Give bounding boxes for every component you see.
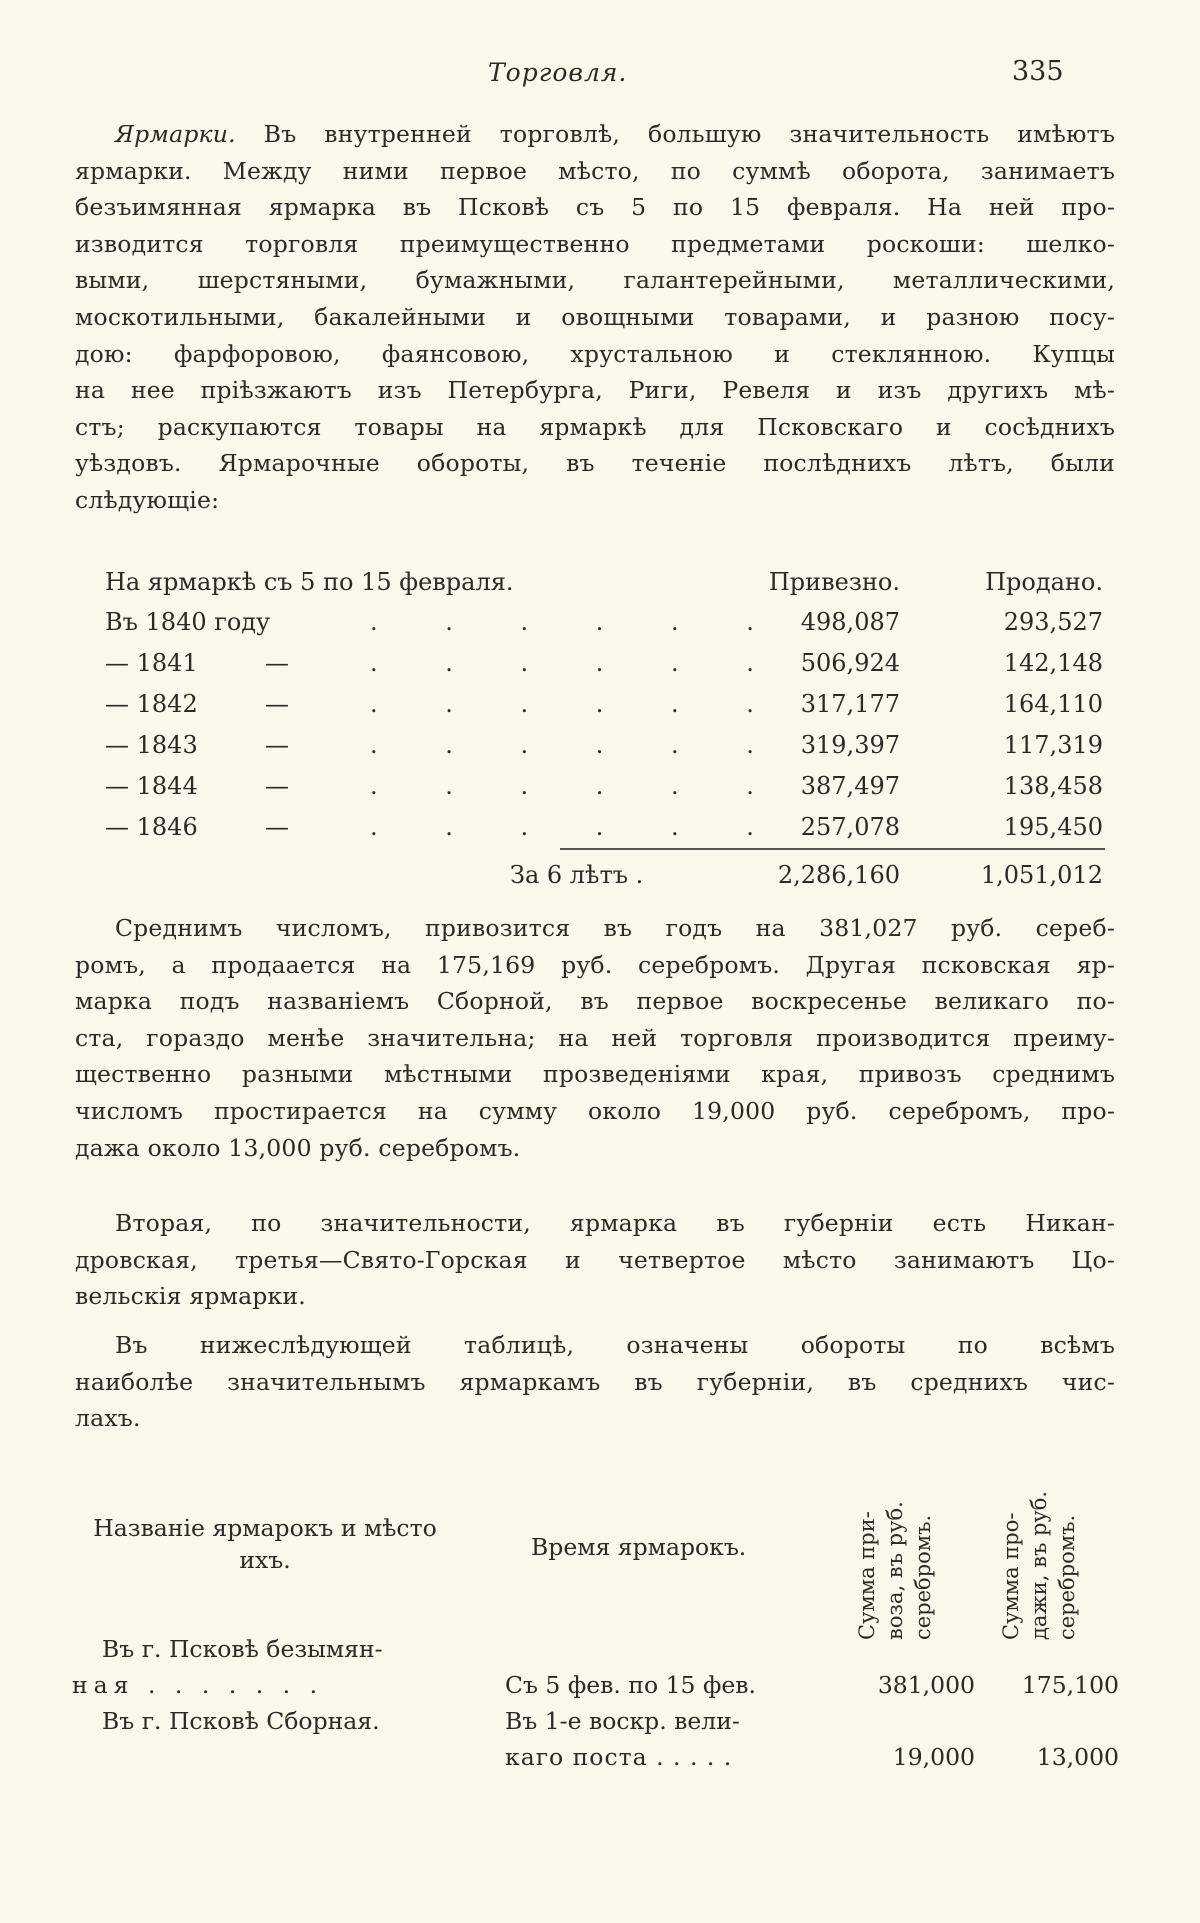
fair-time: Съ 5 фев. по 15 фев. <box>505 1671 756 1699</box>
leader-dots: . . . . . . <box>370 731 784 759</box>
running-head <box>0 58 1200 98</box>
row-ditto: — <box>265 690 289 718</box>
text-line: москотильными, бакалейными и овощными товарами, и разною посу- <box>75 302 1115 331</box>
header-sold-sum: Сумма про- дажи, въ руб. серебромъ. <box>999 1490 1079 1640</box>
header-sold: Продано. <box>985 568 1103 596</box>
table-row <box>75 608 1115 644</box>
row-year: — 1841 <box>105 649 198 677</box>
row-sold: 138,458 <box>1003 772 1103 800</box>
text-line: дровская, третья—Свято-Горская и четвертое мѣсто занимаютъ Цо- <box>75 1245 1115 1274</box>
row-year: Въ 1840 году <box>105 608 271 636</box>
paragraph-averages <box>75 910 1115 1166</box>
table-row <box>75 772 1115 808</box>
table-row <box>75 813 1115 849</box>
header-fair-time: Время ярмарокъ. <box>531 1533 747 1561</box>
row-brought: 387,497 <box>800 772 900 800</box>
sum-rule <box>560 848 1105 850</box>
leader-dots: . . . . . . <box>370 690 784 718</box>
text-line: ярмарки. Между ними первое мѣсто, по суммѣ оборота, занимаетъ <box>75 156 1115 185</box>
row-brought: 498,087 <box>800 608 900 636</box>
fair-brought: 381,000 <box>877 1671 975 1699</box>
fair-name-cont: ная . . . . . . . <box>72 1671 324 1699</box>
fair-time-cont: каго поста . . . . . <box>505 1743 733 1771</box>
table-total-row <box>75 861 1115 897</box>
row-sold: 164,110 <box>1003 690 1103 718</box>
fair-time: Въ 1-е воскр. вели- <box>505 1707 740 1735</box>
text-line: уѣздовъ. Ярмарочные обороты, въ теченiе послѣднихъ лѣтъ, были <box>75 449 1115 478</box>
text-line: Среднимъ числомъ, привозится въ годъ на 381,027 руб. сереб- <box>115 914 1115 942</box>
fair-name: Въ г. Псковѣ безымян- <box>102 1635 383 1663</box>
header-fair-name: Названiе ярмарокъ и мѣсто ихъ. <box>93 1514 437 1574</box>
text-line: дою: фарфоровою, фаянсовою, хрустальною и стеклянною. Купцы <box>75 339 1115 368</box>
paragraph-table-intro <box>75 1327 1115 1437</box>
total-label: За 6 лѣтъ . <box>510 861 644 889</box>
text-line: Въ нижеслѣдующей таблицѣ, означены обороты по всѣмъ <box>115 1331 1115 1359</box>
table-header-row <box>75 568 1115 604</box>
row-ditto: — <box>265 649 289 677</box>
row-year: — 1842 <box>105 690 198 718</box>
text-line: ромъ, а продаается на 175,169 руб. серебромъ. Другая псковская яр- <box>75 950 1115 979</box>
row-ditto: — <box>265 813 289 841</box>
text-line: слѣдующiе: <box>75 485 220 514</box>
text-line: ста, гораздо менѣе значительна; на ней торговля производится преиму- <box>75 1023 1115 1052</box>
total-sold: 1,051,012 <box>980 861 1103 889</box>
table-row <box>75 731 1115 767</box>
fair-brought: 19,000 <box>892 1743 975 1771</box>
text-line: щественно разными мѣстными прозведенiями края, привозъ среднимъ <box>75 1060 1115 1089</box>
header-period: На ярмаркѣ съ 5 по 15 февраля. <box>105 568 514 596</box>
paragraph-fairs-intro <box>75 116 1115 519</box>
total-brought: 2,286,160 <box>777 861 900 889</box>
row-sold: 117,319 <box>1003 731 1103 759</box>
text-line: стъ; раскупаются товары на ярмаркѣ для Псковскаго и сосѣднихъ <box>75 412 1115 441</box>
table-row <box>75 690 1115 726</box>
header-brought-sum: Сумма при- воза, въ руб. серебромъ. <box>855 1501 935 1640</box>
paragraph-other-fairs <box>75 1205 1115 1315</box>
leader-dots: . . . . . . <box>370 813 784 841</box>
fair-sold: 175,100 <box>1021 1671 1119 1699</box>
row-year: — 1844 <box>105 772 198 800</box>
row-brought: 319,397 <box>800 731 900 759</box>
header-brought: Привезно. <box>768 568 900 596</box>
row-brought: 257,078 <box>800 813 900 841</box>
text-line: на нее прiѣзжаютъ изъ Петербурга, Риги, Ревеля и изъ другихъ мѣ- <box>75 376 1115 405</box>
text-line: вельскiя ярмарки. <box>75 1282 306 1311</box>
text-line: Вторая, по значительности, ярмарка въ губернiи есть Никан- <box>115 1209 1115 1237</box>
text-line: Ярмарки. Въ внутренней торговлѣ, большую значительность имѣютъ <box>115 120 1115 148</box>
page-number: 335 <box>1012 56 1064 87</box>
row-year: — 1843 <box>105 731 198 759</box>
row-brought: 317,177 <box>800 690 900 718</box>
section-lead: Ярмарки. <box>115 120 236 148</box>
text-line: лахъ. <box>75 1404 141 1433</box>
text-line: дажа около 13,000 руб. серебромъ. <box>75 1133 521 1162</box>
row-ditto: — <box>265 731 289 759</box>
text-line: безъимянная ярмарка въ Псковѣ съ 5 по 15 февраля. На ней про- <box>75 193 1115 222</box>
text-line: числомъ простирается на сумму около 19,000 руб. серебромъ, про- <box>75 1096 1115 1125</box>
text-line: марка подъ названiемъ Сборной, въ первое воскресенье великаго по- <box>75 987 1115 1016</box>
fair-sold: 13,000 <box>1036 1743 1119 1771</box>
row-sold: 142,148 <box>1003 649 1103 677</box>
text-line: выми, шерстяными, бумажными, галантерейными, металлическими, <box>75 266 1115 295</box>
text-line: наиболѣе значительнымъ ярмаркамъ въ губернiи, въ среднихъ чис- <box>75 1367 1115 1396</box>
row-sold: 195,450 <box>1003 813 1103 841</box>
row-sold: 293,527 <box>1003 608 1103 636</box>
leader-dots: . . . . . . <box>370 608 784 636</box>
row-ditto: — <box>265 772 289 800</box>
fair-name: Въ г. Псковѣ Сборная. <box>102 1707 380 1735</box>
row-brought: 506,924 <box>800 649 900 677</box>
table-row <box>75 649 1115 685</box>
leader-dots: . . . . . . <box>370 649 784 677</box>
running-title: Торговля. <box>488 58 628 87</box>
leader-dots: . . . . . . <box>370 772 784 800</box>
text-line: изводится торговля преимущественно предметами роскоши: шелко- <box>75 229 1115 258</box>
row-year: — 1846 <box>105 813 198 841</box>
